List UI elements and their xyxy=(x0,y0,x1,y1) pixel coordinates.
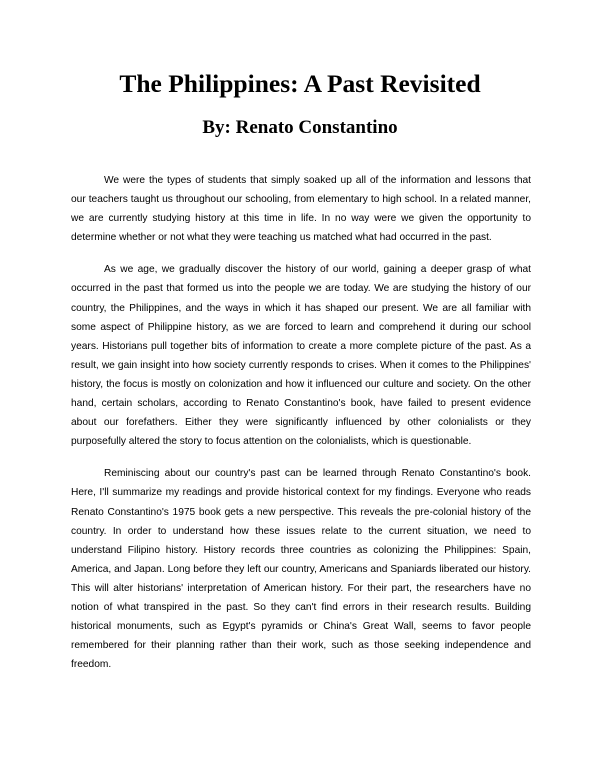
paragraph: As we age, we gradually discover the history of our world, gaining a deeper grasp of what occurred in the past that formed us into the people we are today. We are studying the history of our country, the Philippines, and the ways in which it has shaped our present. We are all familiar with some aspect of Philippine history, as we are forced to learn and comprehend it during our school years. Historians pull together bits of information to create a more complete picture of the past. As a result, we gain insight into how society currently responds to crises. When it comes to the Philippines' history, the focus is mostly on colonization and how it influenced our culture and society. On the other hand, certain scholars, according to Renato Constantino's book, have failed to present evidence about our forefathers. Either they were significantly influenced by other colonialists or they purposefully altered the story to focus attention on the colonialists, which is questionable. xyxy=(71,264,531,448)
paragraph: We were the types of students that simply soaked up all of the information and lessons that our teachers taught us throughout our schooling, from elementary to high school. In a related manner, we are currently studying history at this time in life. In no way were we given the opportunity to determine whether or not what they were teaching us matched what had occurred in the past. xyxy=(71,175,531,244)
document-byline: By: Renato Constantino xyxy=(202,117,398,138)
document-title: The Philippines: A Past Revisited xyxy=(119,69,481,98)
document-body xyxy=(71,171,531,687)
paragraph: Reminiscing about our country's past can be learned through Renato Constantino's book. Here, I'll summarize my readings and provide historical context for my findings. Everyone who reads Renato Constantino's 1975 book gets a new perspective. This reveals the pre-colonial history of the country. In order to understand how these issues relate to the current situation, we need to understand Filipino history. History records three countries as colonizing the Philippines: Spain, America, and Japan. Long before they left our country, Americans and Spaniards liberated our history. This will alter historians' interpretation of American history. For their part, the researchers have no notion of what transpired in the past. So they can't find errors in their research results. Building historical monuments, such as Egypt's pyramids or China's Great Wall, seems to favor people remembered for their planning rather than their work, such as those seeking independence and freedom. xyxy=(71,468,531,671)
